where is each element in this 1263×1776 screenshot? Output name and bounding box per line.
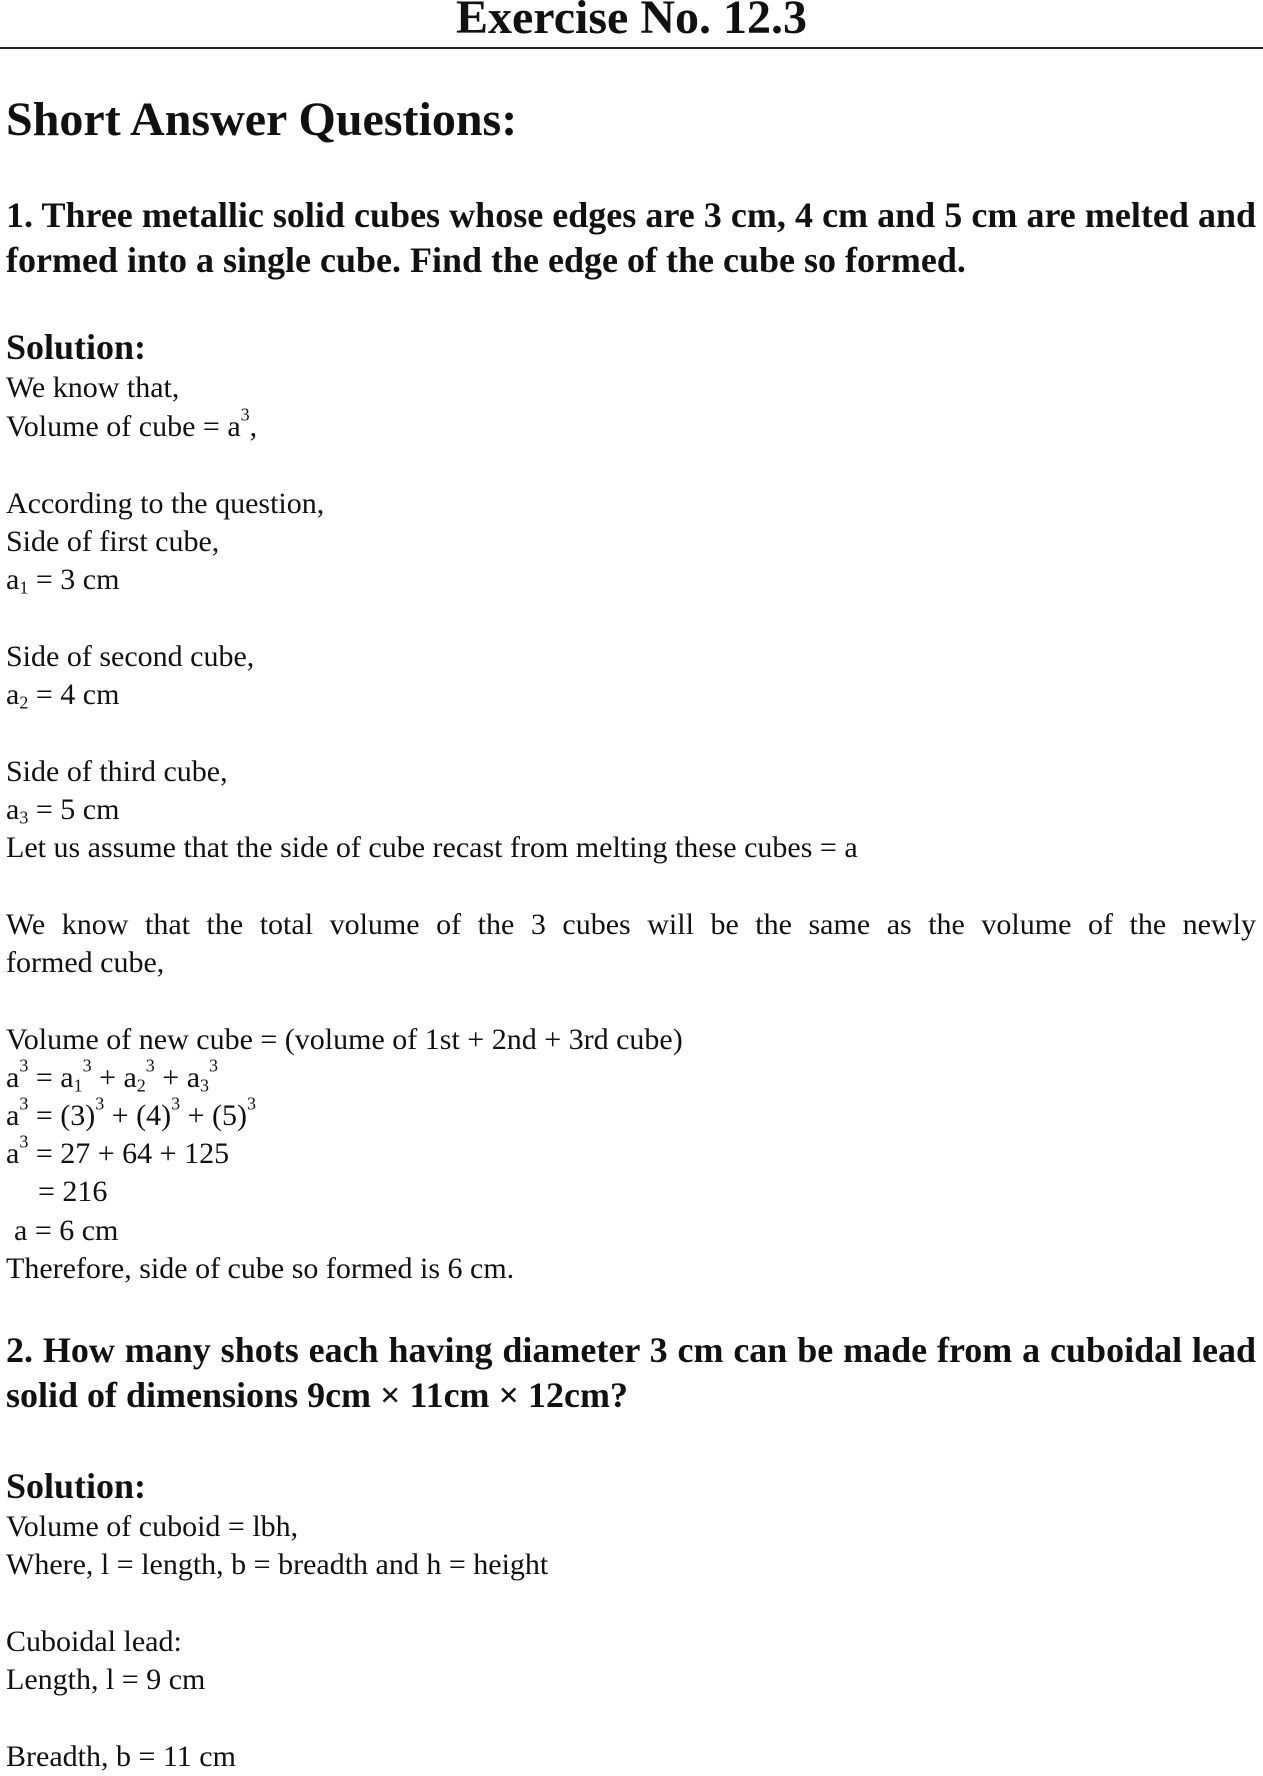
question-1: 1. Three metallic solid cubes whose edges are 3 cm, 4 cm and 5 cm are melted and formed into a single cube. Find the edge of the cube so formed. [6, 195, 1256, 280]
section-heading: Short Answer Questions: [6, 93, 518, 146]
question-2: 2. How many shots each having diameter 3 cm can be made from a cuboidal lead solid of dimensions 9cm × 11cm × 12cm? [6, 1330, 1256, 1415]
solution-1-line: Let us assume that the side of cube recast from melting these cubes = a [6, 831, 858, 864]
solution-1-line: $a_2 = 4$ cm [6, 678, 120, 713]
solution-2-line: Volume of cuboid = lbh, [6, 1510, 299, 1543]
solution-1-line: We know that the total volume of the 3 cubes will be the same as the volume of the newly [6, 908, 1256, 941]
solution-1-line: Volume of cube = $a^3$, [6, 404, 258, 443]
solution-1-line: Side of third cube, [6, 755, 228, 788]
solution-1-line: $a_3 = 5$ cm [6, 793, 120, 828]
solution-1-conclusion: Therefore, side of cube so formed is 6 cm. [6, 1252, 515, 1285]
equation-line: $a^3 = (3)^3 + (4)^3 + (5)^3$ [6, 1093, 257, 1132]
equation-line: a = 6 cm [14, 1214, 119, 1247]
equation-line: = 216 [38, 1175, 108, 1208]
solution-1-line: We know that, [6, 371, 180, 404]
title-divider [0, 47, 1263, 49]
solution-2-line: Where, l = length, b = breadth and h = height [6, 1548, 549, 1581]
solution-2-line: Breadth, b = 11 cm [6, 1740, 236, 1773]
solution-2-line: Cuboidal lead: [6, 1625, 182, 1658]
solution-1-label: Solution: [6, 327, 147, 367]
solution-2-line: Length, l = 9 cm [6, 1663, 206, 1696]
equation-line: $a^3 = a_1^3 + a_2^3 + a_3^3$ [6, 1055, 219, 1096]
solution-1-line: formed cube, [6, 946, 165, 979]
solution-1-line: Volume of new cube = (volume of 1st + 2nd + 3rd cube) [6, 1023, 683, 1056]
solution-2-label: Solution: [6, 1466, 147, 1506]
solution-1-line: Side of second cube, [6, 640, 255, 673]
solution-1-line: According to the question, [6, 487, 325, 520]
exercise-title: Exercise No. 12.3 [455, 0, 808, 44]
equation-line: $a^3 = 27 + 64 + 125$ [6, 1131, 230, 1170]
solution-1-line: $a_1 = 3$ cm [6, 563, 120, 598]
solution-1-line: Side of first cube, [6, 525, 220, 558]
